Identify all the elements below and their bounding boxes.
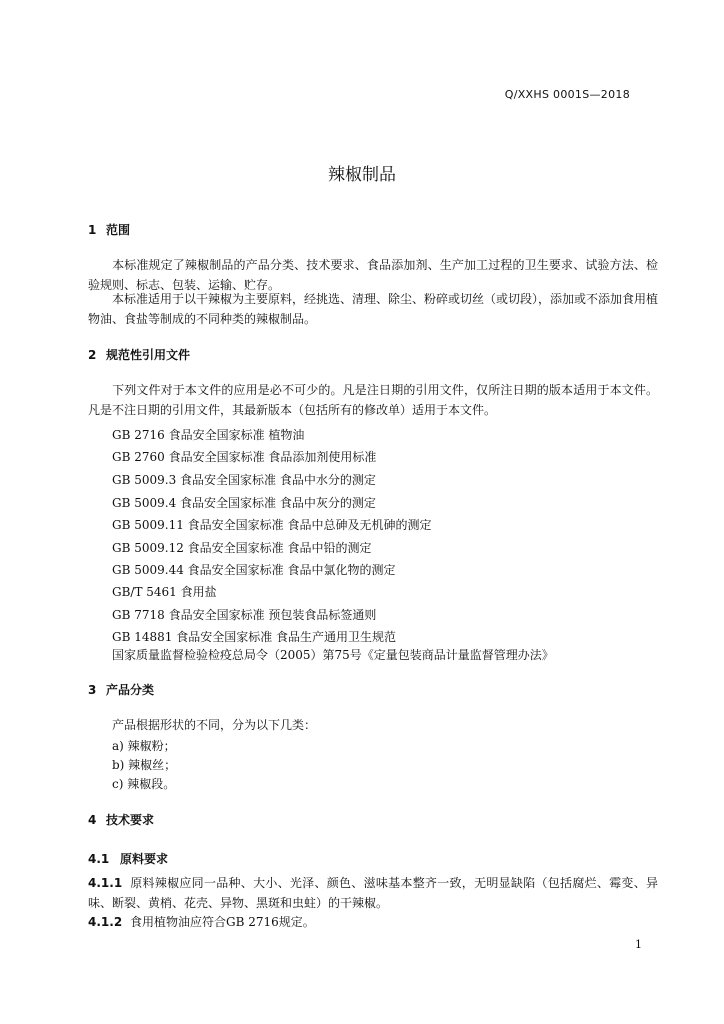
section-2-intro xyxy=(88,380,658,420)
reference-item: GB 14881 食品安全国家标准 食品生产通用卫生规范 xyxy=(112,630,397,644)
section-number: 3 xyxy=(88,683,97,697)
reference-item: GB 5009.3 食品安全国家标准 食品中水分的测定 xyxy=(112,473,376,487)
section-3-intro: 产品根据形状的不同，分为以下几类： xyxy=(112,718,317,732)
reference-item: GB 7718 食品安全国家标准 预包装食品标签通则 xyxy=(112,608,377,622)
reference-item: GB 5009.44 食品安全国家标准 食品中氯化物的测定 xyxy=(112,563,396,577)
section-3-heading xyxy=(88,681,154,698)
clause-text: 原料辣椒应同一品种、大小、光泽、颜色、滋味基本整齐一致，无明显缺陷（包括腐烂、霉变、异味、断裂、黄梢、花壳、异物、黑斑和虫蛀）的干辣椒。 xyxy=(88,876,658,910)
category-item: c) 辣椒段。 xyxy=(112,777,176,791)
section-title: 技术要求 xyxy=(106,813,155,827)
section-1-heading xyxy=(88,221,130,238)
clause-4-1-2 xyxy=(88,912,658,932)
subsection-title: 原料要求 xyxy=(120,852,169,866)
reference-item: GB 2760 食品安全国家标准 食品添加剂使用标准 xyxy=(112,450,377,464)
reference-item: GB 5009.12 食品安全国家标准 食品中铅的测定 xyxy=(112,541,372,555)
subsection-number: 4.1 xyxy=(88,852,110,866)
reference-item: GB 5009.4 食品安全国家标准 食品中灰分的测定 xyxy=(112,496,376,510)
reference-item: 国家质量监督检验检疫总局令（2005）第75号《定量包装商品计量监督管理办法》 xyxy=(112,648,554,662)
clause-text: 食用植物油应符合GB 2716规定。 xyxy=(130,915,315,929)
section-title: 范围 xyxy=(106,223,131,237)
reference-item: GB/T 5461 食用盐 xyxy=(112,585,217,599)
subsection-4-1-heading xyxy=(88,850,168,867)
paragraph-text: 本标准适用于以干辣椒为主要原料，经挑选、清理、除尘、粉碎或切丝（或切段），添加或不添加食用植物油、食盐等制成的不同种类的辣椒制品。 xyxy=(88,292,659,326)
paragraph-text: 本标准规定了辣椒制品的产品分类、技术要求、食品添加剂、生产加工过程的卫生要求、试验方法、检验规则、标志、包装、运输、贮存。 xyxy=(88,258,658,292)
section-1-paragraph-2 xyxy=(88,289,658,329)
section-2-heading xyxy=(88,346,190,363)
section-title: 产品分类 xyxy=(106,683,155,697)
clause-4-1-1 xyxy=(88,873,658,913)
paragraph-text: 下列文件对于本文件的应用是必不可少的。凡是注日期的引用文件，仅所注日期的版本适用于本文件。凡是不注日期的引用文件，其最新版本（包括所有的修改单）适用于本文件。 xyxy=(88,383,658,417)
page-number: 1 xyxy=(635,938,642,951)
section-number: 1 xyxy=(88,223,97,237)
section-number: 2 xyxy=(88,348,97,362)
document-code: Q/XXHS 0001S—2018 xyxy=(504,88,630,101)
reference-item: GB 5009.11 食品安全国家标准 食品中总砷及无机砷的测定 xyxy=(112,518,432,532)
category-item: b) 辣椒丝； xyxy=(112,758,177,772)
clause-number: 4.1.1 xyxy=(88,876,123,890)
section-4-heading xyxy=(88,811,154,828)
section-title: 规范性引用文件 xyxy=(106,348,191,362)
document-title: 辣椒制品 xyxy=(328,165,396,185)
reference-item: GB 2716 食品安全国家标准 植物油 xyxy=(112,428,305,442)
section-number: 4 xyxy=(88,813,97,827)
clause-number: 4.1.2 xyxy=(88,915,123,929)
category-item: a) 辣椒粉； xyxy=(112,739,176,753)
